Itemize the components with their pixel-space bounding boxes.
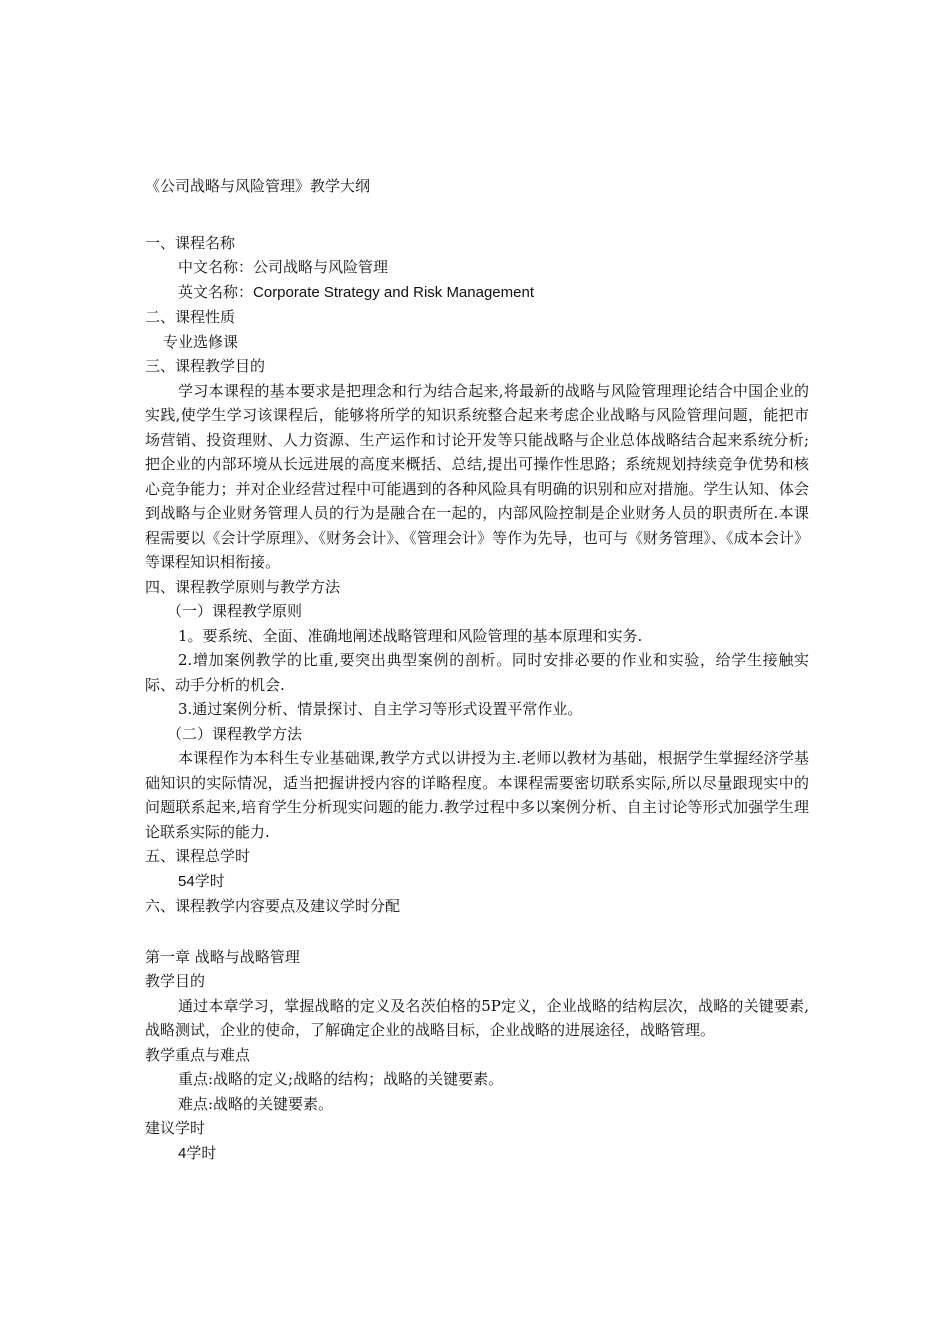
chapter-1-goal-paragraph: 通过本章学习，掌握战略的定义及名茨伯格的5P定义，企业战略的结构层次，战略的关键要素,战略测试，企业的使命，了解确定企业的战略目标，企业战略的进展途径，战略管理。: [145, 996, 809, 1039]
teaching-purpose-paragraph: 学习本课程的基本要求是把理念和行为结合起来,将最新的战略与风险管理理论结合中国企业的实践,使学生学习该课程后，能够将所学的知识系统整合起来考虑企业战略与风险管理问题，能把市场营销、投资理财、人力资源、生产运作和讨论开发等只能战略与企业总体战略结合起来系统分析;把企业的内部环境从长远进展的高度来概括、总结,提出可操作性思路；系统规划持续竞争优势和核心竞争能力；并对企业经营过程中可能遇到的各种风险具有明确的识别和应对措施。学生认知、体会到战略与企业财务管理人员的行为是融合在一起的，内部风险控制是企业财务人员的职责所在.本课程需要以《会计学原理》、《财务会计》、《管理会计》等作为先导，也可与《财务管理》、《成本会计》等课程知识相衔接。: [145, 381, 809, 571]
principle-item-3: 3.通过案例分析、情景探讨、自主学习等形式设置平常作业。: [178, 700, 583, 718]
chapter-1-hours-label: 建议学时: [145, 1119, 206, 1137]
subheading-methods: （二）课程教学方法: [167, 724, 303, 743]
section-heading-course-name: 一、课程名称: [145, 233, 236, 252]
course-chinese-name: 中文名称：公司战略与风险管理: [178, 258, 389, 276]
course-nature-value: 专业选修课: [163, 332, 239, 351]
total-hours-number: 54: [178, 872, 195, 890]
document-title: 《公司战略与风险管理》教学大纲: [145, 177, 371, 195]
section-heading-principles-methods: 四、课程教学原则与教学方法: [145, 577, 341, 596]
chapter-1-goal-label: 教学目的: [145, 972, 206, 990]
english-name-label: 英文名称：: [178, 282, 254, 301]
subheading-principles: （一）课程教学原则: [167, 602, 303, 620]
section-heading-total-hours: 五、课程总学时: [145, 847, 251, 865]
document-body: [145, 174, 809, 1166]
principle-item-1: 1。要系统、全面、准确地阐述战略管理和风险管理的基本原理和实务.: [178, 626, 643, 645]
chapter-1-hours-number: 4: [178, 1144, 187, 1162]
total-hours-value: [145, 869, 809, 895]
principle-item-2: 2.增加案例教学的比重,要突出典型案例的剖析。同时安排必要的作业和实验，给学生接触实际、动手分析的机会.: [145, 651, 809, 694]
chapter-1-key-label: 教学重点与难点: [145, 1045, 251, 1064]
chapter-1-title: 第一章 战略与战略管理: [145, 947, 300, 966]
course-english-name: [145, 280, 809, 306]
section-heading-content-allocation: 六、课程教学内容要点及建议学时分配: [145, 897, 401, 915]
total-hours-unit: 学时: [194, 871, 225, 890]
english-name-value: Corporate Strategy and Risk Management: [253, 283, 534, 301]
chapter-1-key-point: 重点:战略的定义;战略的结构；战略的关键要素。: [178, 1070, 504, 1088]
methods-paragraph: 本课程作为本科生专业基础课,教学方式以讲授为主.老师以教材为基础，根据学生掌握经济学基础知识的实际情况，适当把握讲授内容的详略程度。本课程需要密切联系实际,所以尽量跟现实中的问题联系起来,培育学生分析现实问题的能力.教学过程中多以案例分析、自主讨论等形式加强学生理论联系实际的能力.: [145, 749, 809, 841]
chapter-1-hours-value: [145, 1141, 809, 1167]
section-heading-teaching-purpose: 三、课程教学目的: [145, 357, 266, 375]
chapter-1-difficulty: 难点:战略的关键要素。: [178, 1094, 334, 1113]
section-heading-course-nature: 二、课程性质: [145, 308, 236, 326]
chapter-1-hours-unit: 学时: [186, 1143, 217, 1162]
